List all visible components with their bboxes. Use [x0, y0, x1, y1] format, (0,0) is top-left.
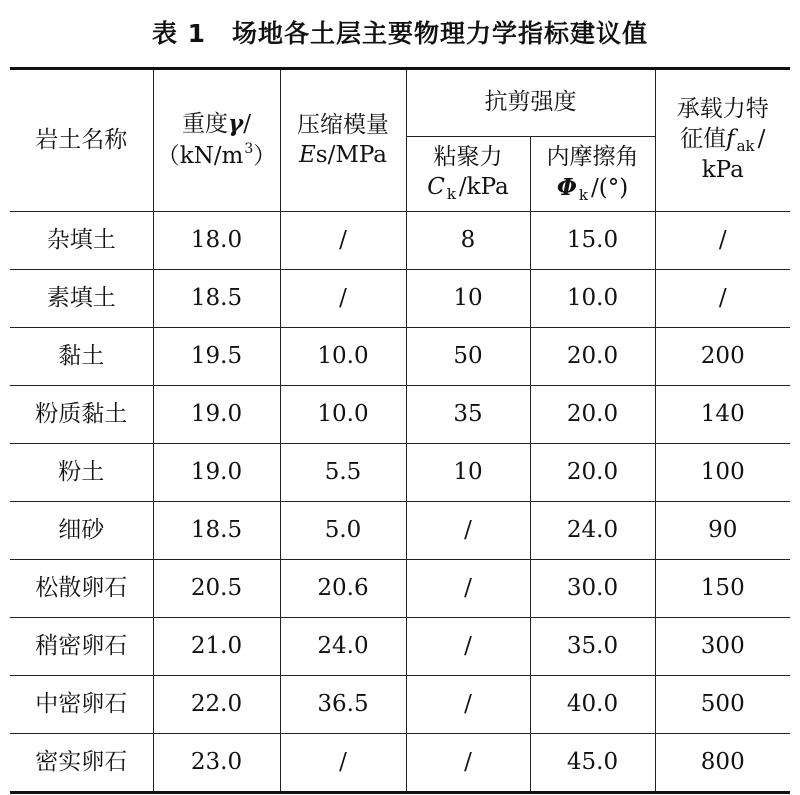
cell-soil-name: 黏土: [10, 328, 153, 386]
cell-cohesion: 35: [406, 386, 530, 444]
cell-cohesion: /: [406, 676, 530, 734]
cell-cohesion: /: [406, 502, 530, 560]
cell-cohesion: /: [406, 734, 530, 793]
cell-compression-modulus: /: [280, 270, 406, 328]
cell-bearing-capacity: 200: [655, 328, 790, 386]
cell-bearing-capacity: 150: [655, 560, 790, 618]
cell-soil-name: 密实卵石: [10, 734, 153, 793]
cell-soil-name: 稍密卵石: [10, 618, 153, 676]
bearing-prefix: 征值: [680, 125, 727, 152]
cell-bearing-capacity: 90: [655, 502, 790, 560]
cell-soil-name: 松散卵石: [10, 560, 153, 618]
bearing-suffix: /: [757, 125, 766, 152]
cohesion-unit: /kPa: [458, 174, 509, 201]
gamma-unit-open: （kN/m: [156, 143, 244, 169]
table-row: [10, 212, 790, 270]
cell-unit-weight: 21.0: [153, 618, 280, 676]
header-row-1: [10, 69, 790, 137]
gamma-slash: /: [243, 111, 251, 138]
table-row: [10, 676, 790, 734]
cell-friction-angle: 40.0: [530, 676, 655, 734]
table-caption: [0, 14, 800, 50]
cell-unit-weight: 22.0: [153, 676, 280, 734]
gamma-label: 重度: [182, 111, 229, 138]
header-cohesion: [406, 137, 530, 212]
cell-compression-modulus: 10.0: [280, 328, 406, 386]
bearing-sub: ak: [736, 136, 755, 155]
cell-friction-angle: 35.0: [530, 618, 655, 676]
cell-soil-name: 杂填土: [10, 212, 153, 270]
header-shear-strength: 抗剪强度: [406, 69, 655, 137]
cell-compression-modulus: 5.0: [280, 502, 406, 560]
soil-properties-table: [10, 67, 790, 794]
table-row: [10, 328, 790, 386]
cell-cohesion: /: [406, 560, 530, 618]
cell-compression-modulus: 36.5: [280, 676, 406, 734]
cell-cohesion: 10: [406, 444, 530, 502]
es-unit: s/MPa: [315, 141, 388, 168]
header-compression-modulus: [280, 69, 406, 212]
friction-label: 内摩擦角: [546, 143, 639, 170]
cell-friction-angle: 20.0: [530, 386, 655, 444]
cell-soil-name: 素填土: [10, 270, 153, 328]
cell-soil-name: 粉质黏土: [10, 386, 153, 444]
gamma-unit-close: ）: [253, 143, 277, 169]
gamma-unit-exp: 3: [244, 141, 254, 157]
cell-cohesion: 50: [406, 328, 530, 386]
cell-compression-modulus: 24.0: [280, 618, 406, 676]
cell-bearing-capacity: 500: [655, 676, 790, 734]
cell-unit-weight: 23.0: [153, 734, 280, 793]
cohesion-sub: k: [446, 185, 456, 204]
table-row: [10, 734, 790, 793]
cell-friction-angle: 15.0: [530, 212, 655, 270]
cell-unit-weight: 18.5: [153, 270, 280, 328]
header-unit-weight: [153, 69, 280, 212]
cell-compression-modulus: /: [280, 734, 406, 793]
cell-unit-weight: 19.0: [153, 386, 280, 444]
cell-bearing-capacity: 140: [655, 386, 790, 444]
cell-soil-name: 细砂: [10, 502, 153, 560]
header-bearing-capacity: [655, 69, 790, 212]
friction-sub: k: [578, 185, 588, 204]
header-soil-name: 岩土名称: [10, 69, 153, 212]
cell-compression-modulus: 20.6: [280, 560, 406, 618]
cell-unit-weight: 19.5: [153, 328, 280, 386]
cell-friction-angle: 20.0: [530, 444, 655, 502]
cell-friction-angle: 24.0: [530, 502, 655, 560]
cell-friction-angle: 10.0: [530, 270, 655, 328]
cell-cohesion: /: [406, 618, 530, 676]
table-row: [10, 560, 790, 618]
cell-cohesion: 8: [406, 212, 530, 270]
table-number: 表 1: [151, 19, 207, 48]
cell-bearing-capacity: 100: [655, 444, 790, 502]
bearing-line1: 承载力特: [676, 95, 769, 122]
header-friction-angle: [530, 137, 655, 212]
bearing-unit: kPa: [701, 157, 744, 184]
cell-bearing-capacity: /: [655, 270, 790, 328]
cell-bearing-capacity: /: [655, 212, 790, 270]
cell-unit-weight: 18.0: [153, 212, 280, 270]
cell-soil-name: 中密卵石: [10, 676, 153, 734]
es-symbol: E: [298, 141, 316, 168]
cell-friction-angle: 20.0: [530, 328, 655, 386]
table-title: 场地各土层主要物理力学指标建议值: [232, 19, 649, 48]
cell-compression-modulus: 10.0: [280, 386, 406, 444]
table-row: [10, 444, 790, 502]
cell-unit-weight: 18.5: [153, 502, 280, 560]
cell-bearing-capacity: 800: [655, 734, 790, 793]
cell-soil-name: 粉土: [10, 444, 153, 502]
cohesion-symbol: C: [427, 174, 445, 201]
gamma-symbol: γ: [228, 110, 244, 138]
cell-friction-angle: 30.0: [530, 560, 655, 618]
es-label: 压缩模量: [297, 111, 389, 138]
cell-unit-weight: 20.5: [153, 560, 280, 618]
cell-unit-weight: 19.0: [153, 444, 280, 502]
table-row: [10, 386, 790, 444]
cell-compression-modulus: /: [280, 212, 406, 270]
cell-friction-angle: 45.0: [530, 734, 655, 793]
bearing-symbol: f: [726, 125, 735, 152]
table-row: [10, 502, 790, 560]
cohesion-label: 粘聚力: [433, 144, 503, 171]
friction-symbol: Φ: [556, 173, 577, 201]
table-row: [10, 618, 790, 676]
cell-cohesion: 10: [406, 270, 530, 328]
cell-bearing-capacity: 300: [655, 618, 790, 676]
friction-unit: /(°): [590, 174, 629, 201]
table-row: [10, 270, 790, 328]
cell-compression-modulus: 5.5: [280, 444, 406, 502]
